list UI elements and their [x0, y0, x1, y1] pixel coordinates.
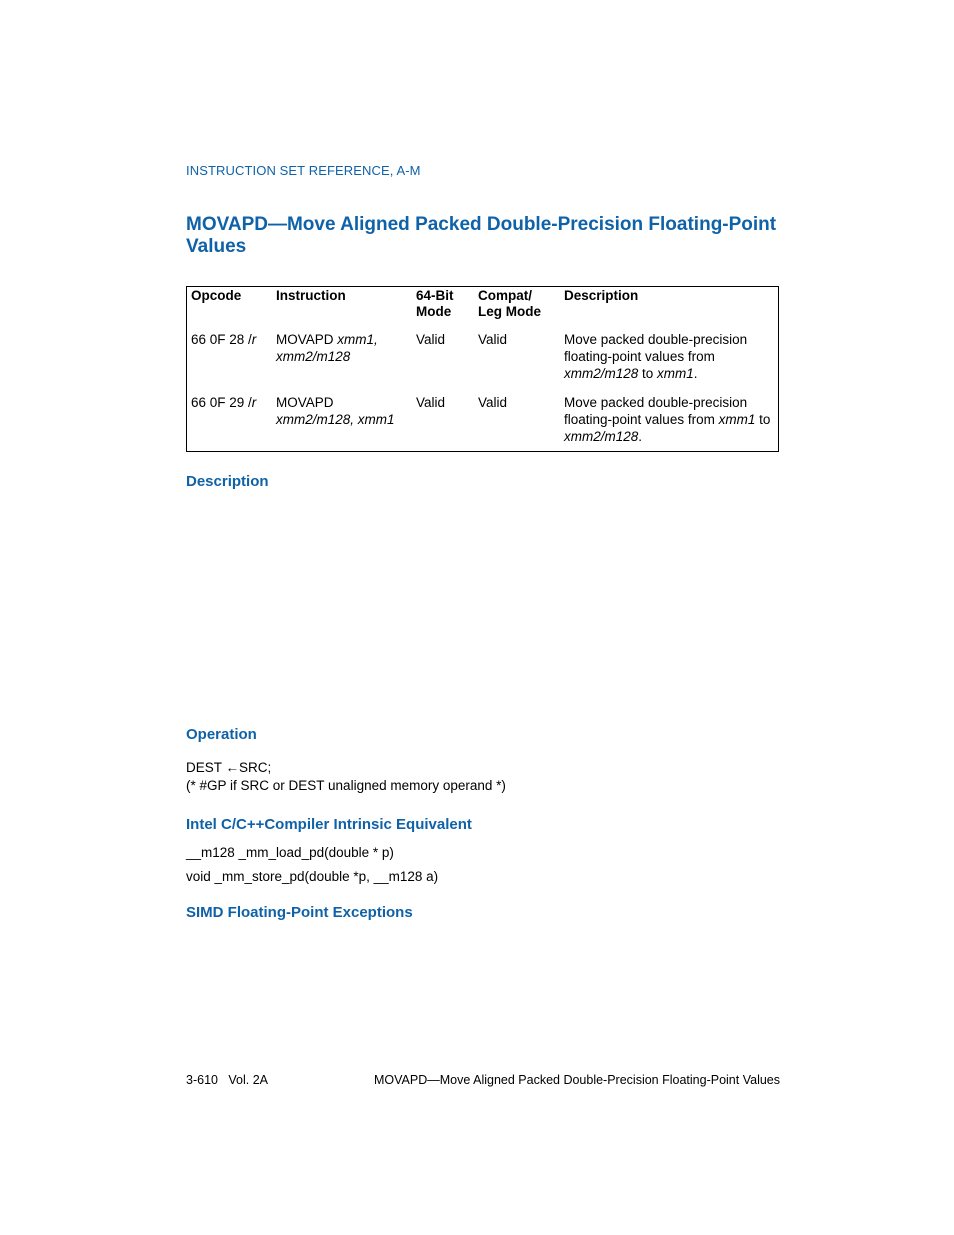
operation-code-block	[186, 759, 506, 795]
section-heading-operation: Operation	[186, 726, 257, 743]
cell-description: Move packed double-precision floating-point values from xmm2/m128 to xmm1.	[564, 332, 748, 381]
col-header-opcode: Opcode	[191, 288, 242, 303]
section-heading-simd-exceptions: SIMD Floating-Point Exceptions	[186, 904, 413, 921]
footer-title: MOVAPD—Move Aligned Packed Double-Precision Floating-Point Values	[374, 1073, 780, 1087]
col-header-compat: Compat/ Leg Mode	[478, 288, 541, 319]
cell-compat: Valid	[478, 395, 508, 410]
cell-instruction: MOVAPD xmm1, xmm2/m128	[276, 332, 378, 364]
col-header-instruction: Instruction	[276, 288, 346, 303]
operation-line: DEST ←SRC;	[186, 760, 272, 775]
cell-64bit: Valid	[416, 332, 446, 347]
opcode-table	[186, 286, 779, 452]
cell-64bit: Valid	[416, 395, 446, 410]
cell-opcode: 66 0F 29 /r	[191, 395, 257, 410]
cell-instruction: MOVAPD xmm2/m128, xmm1	[276, 395, 395, 427]
operation-line: (* #GP if SRC or DEST unaligned memory operand *)	[186, 778, 506, 793]
cell-opcode: 66 0F 28 /r	[191, 332, 257, 347]
intrinsic-line: __m128 _mm_load_pd(double * p)	[186, 845, 394, 860]
col-header-description: Description	[564, 288, 639, 303]
table-row	[187, 325, 779, 388]
cell-compat: Valid	[478, 332, 508, 347]
page-title: MOVAPD—Move Aligned Packed Double-Precision Floating-Point Values	[186, 214, 777, 257]
section-heading-intrinsic: Intel C/C++Compiler Intrinsic Equivalent	[186, 816, 472, 833]
footer-page-number: 3-610 Vol. 2A	[186, 1073, 269, 1087]
section-heading-description: Description	[186, 473, 269, 490]
intrinsic-line: void _mm_store_pd(double *p, __m128 a)	[186, 869, 439, 884]
col-header-64bit: 64-Bit Mode	[416, 288, 454, 319]
table-row	[187, 388, 779, 452]
table-header-row	[187, 287, 779, 326]
running-header: INSTRUCTION SET REFERENCE, A-M	[186, 163, 421, 178]
cell-description: Move packed double-precision floating-point values from xmm1 to xmm2/m128.	[564, 395, 771, 444]
